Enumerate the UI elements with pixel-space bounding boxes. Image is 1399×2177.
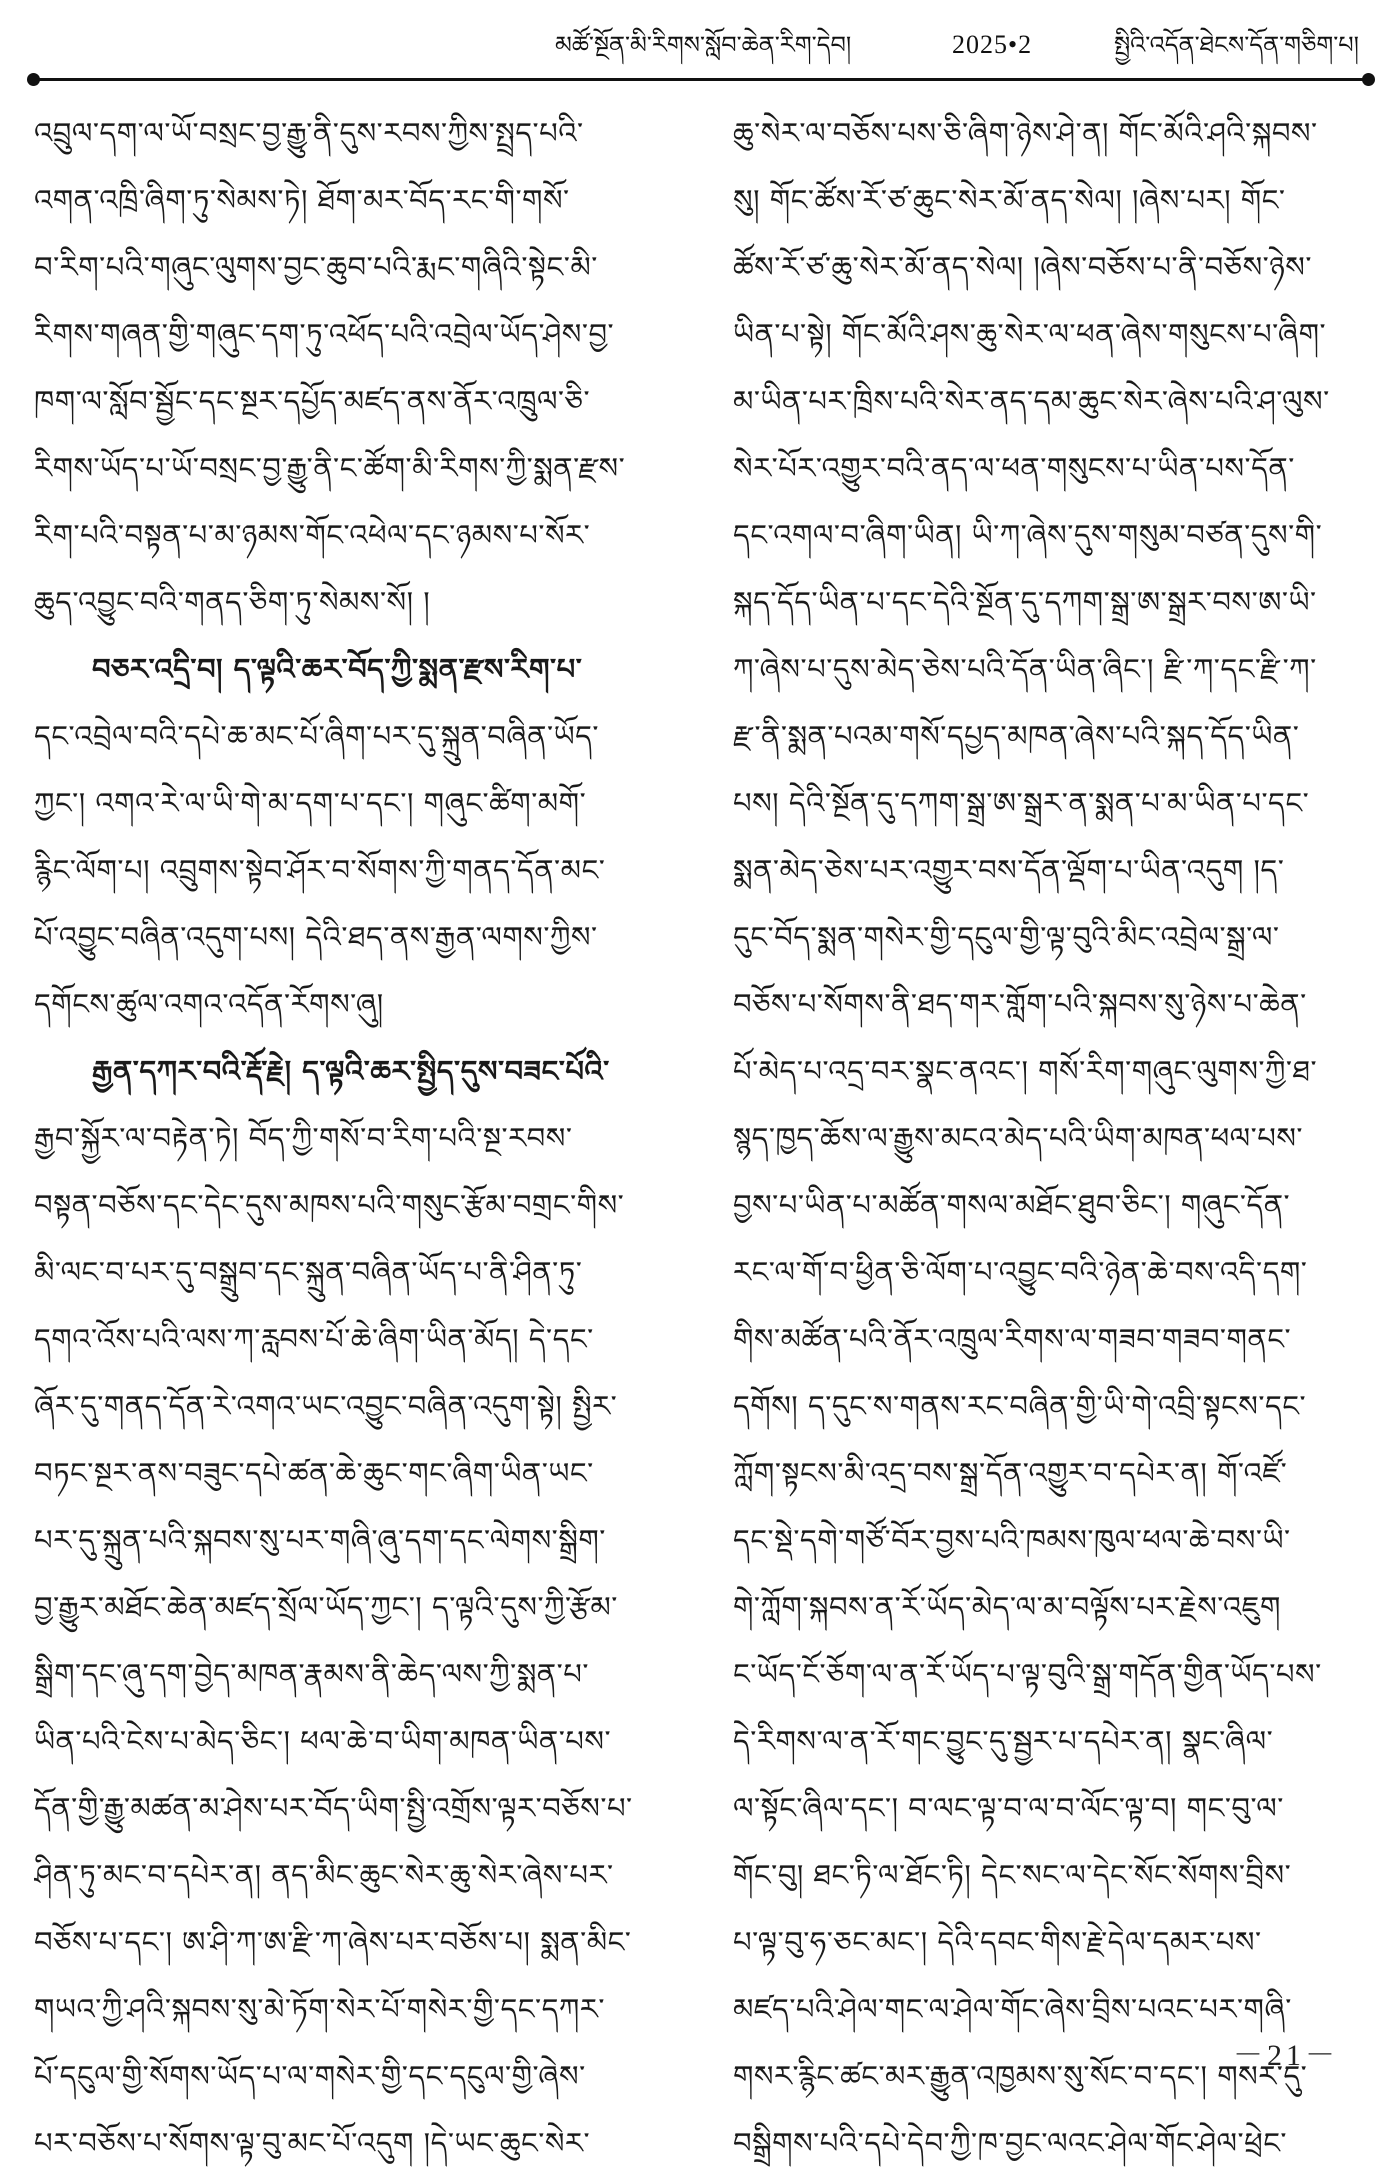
issue-number: 2025•2 bbox=[952, 30, 1033, 59]
text-line: ཞོར་དུ་གནད་དོན་རེ་འགའ་ཡང་འབྱུང་བཞིན་འདུག་སྟེ། སྤྱིར་ bbox=[34, 1389, 618, 1423]
text-line: རྫ་ནི་སྨན་པའམ་གསོ་དཔྱད་མཁན་ཞེས་པའི་སྐད་དོད་ཡིན་ bbox=[733, 719, 1300, 753]
text-line: བསྒྲིགས་པའི་དཔེ་དེབ་ཀྱི་ཁ་བྱང་ལའང་ཤེལ་གོང་ཤེལ་ཕྲེང་ bbox=[733, 2126, 1288, 2160]
text-line: དང་སྡེ་དགེ་གཙོ་བོར་བྱས་པའི་ཁམས་ཁུལ་ཕལ་ཆེ་བས་ཡི་ bbox=[733, 1523, 1291, 1557]
journal-title: མཚོ་སྔོན་མི་རིགས་སློབ་ཆེན་རིག་དེབ། bbox=[555, 31, 852, 59]
text-line: གཡའ་ཀྱི་ཤའི་སྐབས་སུ་མེ་ཏོག་སེར་པོ་གསེར་གྱི་དང་དཀར་ bbox=[34, 1992, 605, 2026]
header-rule-dot-right bbox=[1362, 73, 1375, 86]
text-line: སྨན་མེད་ཅེས་པར་འགྱུར་བས་དོན་ལྡོག་པ་ཡིན་འདུག །ད་ bbox=[733, 853, 1285, 887]
text-line: ཡིན་པ་སྟེ། གོང་མོའི་ཤས་ཆུ་སེར་ལ་ཕན་ཞེས་གསུངས་པ་ཞིག་ bbox=[733, 317, 1327, 351]
interviewee-answer-line: རྒྱན་དཀར་བའི་རྡོ་རྗེ། ད་ལྟའི་ཆར་སྤྱིད་དུས་བཟང་པོའི་ bbox=[92, 1054, 610, 1088]
text-line: འགན་འཁྲི་ཞིག་ཏུ་སེམས་ཏེ། ཐོག་མར་བོད་རང་གི་གསོ་ bbox=[34, 183, 570, 217]
text-line: བྱ་རྒྱུར་མཐོང་ཆེན་མཛད་སྲོལ་ཡོད་ཀྱང་། ད་ལྟའི་དུས་ཀྱི་རྩོམ་ bbox=[34, 1590, 618, 1624]
text-line: དགོངས་ཚུལ་འགའ་འདོན་རོགས་ཞུ། bbox=[34, 987, 384, 1021]
text-line: པ་ལྟ་བུ་ཧ་ཅང་མང་། དེའི་དབང་གིས་རྗེ་དེལ་དམར་པས་ bbox=[733, 1925, 1262, 1959]
text-line: ཚོས་རོ་ཙ་ཆུ་སེར་མོ་ནད་སེལ། །ཞེས་བཅོས་པ་ནི་བཅོས་ཉེས་ bbox=[733, 250, 1312, 284]
text-line: སྐད་དོད་ཡིན་པ་དང་དེའི་སྔོན་དུ་དཀག་སྒྲ་ཨ་སྒྲར་བས་ཨ་ཡི་ bbox=[733, 585, 1317, 619]
text-line: ཀློག་སྟངས་མི་འདྲ་བས་སྒྲ་དོན་འགྱུར་བ་དཔེར་ན། གོ་འཛོ་ bbox=[733, 1456, 1288, 1490]
text-line: ཀ་ཞེས་པ་དུས་མེད་ཅེས་པའི་དོན་ཡིན་ཞིང་། རྫི་ཀ་དང་རྫི་ཀ་ bbox=[733, 652, 1317, 686]
text-line: བ་རིག་པའི་གཞུང་ལུགས་བྱང་ཆུབ་པའི་རྨང་གཞིའི་སྟེང་མི་ bbox=[34, 250, 598, 284]
text-line: སེར་པོར་འགྱུར་བའི་ནད་ལ་ཕན་གསུངས་པ་ཡིན་པས་དོན་ bbox=[733, 451, 1295, 485]
section-title: སྤྱིའི་འདོན་ཐེངས་དོན་གཅིག་པ། bbox=[1113, 31, 1359, 59]
text-line: པར་བཅོས་པ་སོགས་ལྟ་བུ་མང་པོ་འདུག །དེ་ཡང་ཆུང་སེར་ bbox=[34, 2126, 591, 2160]
text-line: ཤིན་ཏུ་མང་བ་དཔེར་ན། ནད་མིང་ཆུང་སེར་ཆུ་སེར་ཞེས་པར་ bbox=[34, 1858, 614, 1892]
text-line: བཏང་སྔར་ནས་བཟུང་དཔེ་ཚན་ཆེ་ཆུང་གང་ཞིག་ཡིན་ཡང་ bbox=[34, 1456, 594, 1490]
text-line: བྱས་པ་ཡིན་པ་མཚོན་གསལ་མཐོང་ཐུབ་ཅིང་། གཞུང་དོན་ bbox=[733, 1188, 1291, 1222]
text-line: བསྟན་བཅོས་དང་དེང་དུས་མཁས་པའི་གསུང་རྩོམ་བགྲང་གིས་ bbox=[34, 1188, 625, 1222]
text-line: སྒྲིག་དང་ཞུ་དག་བྱེད་མཁན་རྣམས་ནི་ཆེད་ལས་ཀྱི་སྨན་པ་ bbox=[34, 1657, 589, 1691]
text-line: གསར་རྙིང་ཚང་མར་རྒྱུན་འཁྱམས་སུ་སོང་བ་དང་། གསར་དུ་ bbox=[733, 2059, 1308, 2093]
text-line: ལ་སྟོང་ཞིལ་དང་། བ་ལང་ལྟ་བ་ལ་བ་ལོང་ལྟ་བ། གང་བུ་ལ་ bbox=[733, 1791, 1284, 1825]
text-line: དང་འགལ་བ་ཞིག་ཡིན། ཡི་ཀ་ཞེས་དུས་གསུམ་བཙན་དུས་གི་ bbox=[733, 518, 1323, 552]
text-line: མི་ལང་བ་པར་དུ་བསྒྲུབ་དང་སྐྲུན་བཞིན་ཡོད་པ་ནི་ཤིན་ཏུ་ bbox=[34, 1255, 583, 1289]
text-line: པོ་མེད་པ་འདྲ་བར་སྣང་ནའང་། གསོ་རིག་གཞུང་ལུགས་ཀྱི་ཐ་ bbox=[733, 1054, 1318, 1088]
text-line: པར་དུ་སྐྲུན་པའི་སྐབས་སུ་པར་གཞི་ཞུ་དག་དང་ལེགས་སྒྲིག་ bbox=[34, 1523, 606, 1557]
text-line: བཅོས་པ་དང་། ཨ་ཤི་ཀ་ཨ་རྫི་ཀ་ཞེས་པར་བཅོས་པ། སྨན་མིང་ bbox=[34, 1925, 632, 1959]
text-line: ཀྱང་། འགའ་རེ་ལ་ཡི་གེ་མ་དག་པ་དང་། གཞུང་ཚིག་མགོ་ bbox=[34, 786, 587, 820]
text-line: དགོས། ད་དུང་ས་གནས་རང་བཞིན་གྱི་ཡི་གེ་འབྲི་སྟངས་དང་ bbox=[733, 1389, 1307, 1423]
text-line: སྙད་ཁྱད་ཆོས་ལ་རྒྱུས་མངའ་མེད་པའི་ཡིག་མཁན་ཕལ་པས་ bbox=[733, 1121, 1303, 1155]
text-line: སུ། གོང་ཚོས་རོ་ཙ་ཆུང་སེར་མོ་ནད་སེལ། །ཞེས་པར། གོང་ bbox=[733, 183, 1286, 217]
text-line: པས། དེའི་སྔོན་དུ་དཀག་སྒྲ་ཨ་སྒྲར་ན་སྨན་པ་མ་ཡིན་པ་དང་ bbox=[733, 786, 1310, 820]
text-line: དང་འབྲེལ་བའི་དཔེ་ཆ་མང་པོ་ཞིག་པར་དུ་སྐྲུན་བཞིན་ཡོད་ bbox=[34, 719, 599, 753]
text-line: དེ་རིགས་ལ་ན་རོ་གང་བྱུང་དུ་སྦྱར་པ་དཔེར་ན། སྣང་ཞིལ་ bbox=[733, 1724, 1274, 1758]
text-line: རིགས་གཞན་གྱི་གཞུང་དག་ཏུ་འཕོད་པའི་འབྲེལ་ཡོད་ཤེས་བྱ་ bbox=[34, 317, 615, 351]
text-line: པོ་དངུལ་གྱི་སོགས་ཡོད་པ་ལ་གསེར་གྱི་དང་དངུལ་གྱི་ཞེས་ bbox=[34, 2059, 586, 2093]
text-line: ཆུད་འབྱུང་བའི་གནད་ཅིག་ཏུ་སེམས་སོ། ། bbox=[34, 585, 431, 619]
text-line: གིས་མཚོན་པའི་ནོར་འཁྲུལ་རིགས་ལ་གཟབ་གཟབ་གནང་ bbox=[733, 1322, 1292, 1356]
right-column bbox=[733, 100, 1373, 2177]
interviewer-question-line: བཅར་འདྲི་བ། ད་ལྟའི་ཆར་བོད་ཀྱི་སྨན་རྫས་རིག་པ་ bbox=[92, 652, 583, 686]
text-line: རྒྱབ་སྐྱོར་ལ་བརྟེན་ཏེ། བོད་ཀྱི་གསོ་བ་རིག་པའི་སྔ་རབས་ bbox=[34, 1121, 573, 1155]
text-line: རིག་པའི་བསྟན་པ་མ་ཉམས་གོང་འཕེལ་དང་ཉམས་པ་སོར་ bbox=[34, 518, 591, 552]
text-line: པོ་འབྱུང་བཞིན་འདུག་པས། དེའི་ཐད་ནས་རྒྱན་ལགས་ཀྱིས་ bbox=[34, 920, 598, 954]
text-line: དགའ་འོས་པའི་ལས་ཀ་རླབས་པོ་ཆེ་ཞིག་ཡིན་མོད། དེ་དང་ bbox=[34, 1322, 594, 1356]
page-header bbox=[0, 0, 1399, 90]
text-line: ཆུ་སེར་ལ་བཅོས་པས་ཅི་ཞིག་ཉེས་ཤེ་ན། གོང་མོའི་ཤའི་སྐབས་ bbox=[733, 116, 1318, 150]
text-line: གེ་ཀློག་སྐབས་ན་རོ་ཡོད་མེད་ལ་མ་བལྟོས་པར་རྗེས་འཇུག bbox=[733, 1590, 1281, 1624]
text-line: རང་ལ་གོ་བ་ཕྱིན་ཅི་ལོག་པ་འབྱུང་བའི་ཉེན་ཆེ་བས་འདི་དག་ bbox=[733, 1255, 1308, 1289]
text-line: རིགས་ཡོད་པ་ཡོ་བསྲང་བྱ་རྒྱུ་ནི་ང་ཚོག་མི་རིགས་ཀྱི་སྨན་རྫས་ bbox=[34, 451, 626, 485]
text-line: དུང་བོད་སྨན་གསེར་གྱི་དངུལ་གྱི་ལྟ་བུའི་མིང་འབྲེལ་སྒྲ་ལ་ bbox=[733, 920, 1280, 954]
text-line: རྙིང་ལོག་པ། འབྲུགས་སྟེབ་ཤོར་བ་སོགས་ཀྱི་གནད་དོན་མང་ bbox=[34, 853, 606, 887]
left-column bbox=[34, 100, 674, 2177]
header-rule bbox=[34, 78, 1368, 81]
text-line: འབྲུལ་དག་ལ་ཡོ་བསྲང་བྱ་རྒྱུ་ནི་དུས་རབས་ཀྱིས་སྤྲད་པའི་ bbox=[34, 116, 584, 150]
text-line: ཁག་ལ་སློབ་སྦྱོང་དང་སྔར་དཔྱོད་མཛད་ནས་ནོར་འཁྲུལ་ཅི་ bbox=[34, 384, 591, 418]
text-line: བཅོས་པ་སོགས་ནི་ཐད་གར་གློག་པའི་སྐབས་སུ་ཉེས་པ་ཆེན་ bbox=[733, 987, 1307, 1021]
text-line: ང་ཡོད་ངོ་ཅོག་ལ་ན་རོ་ཡོད་པ་ལྟ་བུའི་སྒྲ་གདོན་གྱིན་ཡོད་པས་ bbox=[733, 1657, 1322, 1691]
text-line: མ་ཡིན་པར་ཁྲིས་པའི་སེར་ནད་དམ་ཆུང་སེར་ཞེས་པའི་ཤ་ལུས་ bbox=[733, 384, 1330, 418]
text-line: ཡིན་པའི་ངེས་པ་མེད་ཅིང་། ཕལ་ཆེ་བ་ཡིག་མཁན་ཡིན་པས་ bbox=[34, 1724, 612, 1758]
text-line: དོན་གྱི་རྒྱུ་མཚན་མ་ཤེས་པར་བོད་ཡིག་སྤྱི་འགྲོས་ལྟར་བཅོས་པ་ bbox=[34, 1791, 633, 1825]
page-number: －21－ bbox=[1233, 2039, 1339, 2072]
text-line: གོང་བུ། ཐང་ཏི་ལ་ཐོང་ཏི། དེང་སང་ལ་དེང་སོང་སོགས་བྲིས་ bbox=[733, 1858, 1292, 1892]
text-line: མཛད་པའི་ཤེལ་གང་ལ་ཤེལ་གོང་ཞེས་བྲིས་པའང་པར་གཞི་ bbox=[733, 1992, 1292, 2026]
